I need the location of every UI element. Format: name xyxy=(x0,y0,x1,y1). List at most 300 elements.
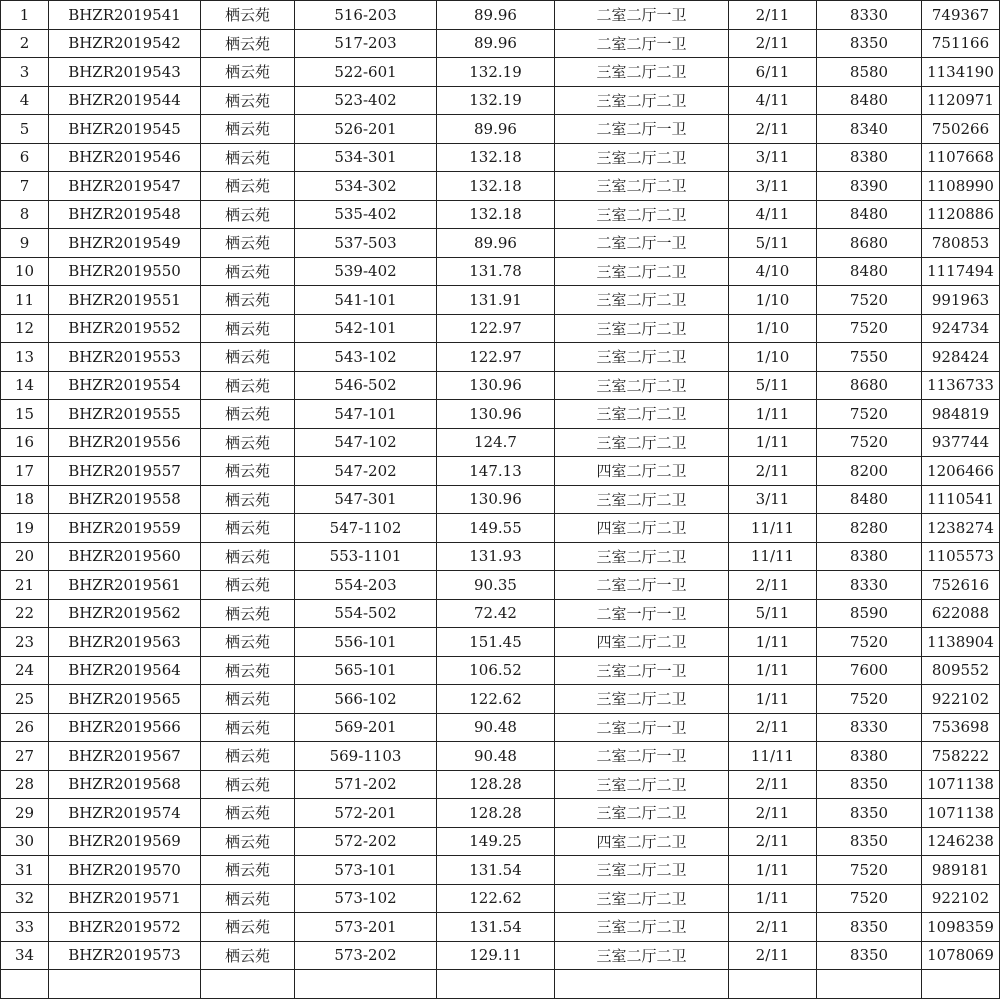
unit-price-cell: 8390 xyxy=(817,172,922,201)
floor-area-cell: 131.93 xyxy=(437,542,555,571)
unit-price-cell: 7520 xyxy=(817,286,922,315)
floor-area-cell: 147.13 xyxy=(437,457,555,486)
table-row xyxy=(1,1,1000,30)
room-layout-cell: 三室二厅二卫 xyxy=(555,913,729,942)
unit-number-cell: 572-201 xyxy=(295,799,437,828)
listing-code-cell: BHZR2019571 xyxy=(49,884,201,913)
floor-area-cell: 132.18 xyxy=(437,172,555,201)
unit-number-cell: 554-203 xyxy=(295,571,437,600)
total-price-cell: 1098359 xyxy=(922,913,1000,942)
listing-code-cell: BHZR2019563 xyxy=(49,628,201,657)
unit-price-cell: 8380 xyxy=(817,143,922,172)
floor-area-cell: 130.96 xyxy=(437,371,555,400)
unit-price-cell: 8480 xyxy=(817,86,922,115)
floor-area-cell: 90.35 xyxy=(437,571,555,600)
row-number-cell: 15 xyxy=(1,400,49,429)
estate-name-cell: 栖云苑 xyxy=(201,742,295,771)
room-layout-cell: 三室二厅二卫 xyxy=(555,172,729,201)
floor-area-cell: 128.28 xyxy=(437,799,555,828)
row-number-cell: 12 xyxy=(1,314,49,343)
room-layout-cell: 三室二厅二卫 xyxy=(555,86,729,115)
total-price-cell: 984819 xyxy=(922,400,1000,429)
estate-name-cell: 栖云苑 xyxy=(201,58,295,87)
room-layout-cell: 三室二厅二卫 xyxy=(555,799,729,828)
total-price-cell: 622088 xyxy=(922,599,1000,628)
table-row xyxy=(1,713,1000,742)
table-row xyxy=(1,257,1000,286)
room-layout-cell: 三室二厅二卫 xyxy=(555,58,729,87)
listing-code-cell: BHZR2019546 xyxy=(49,143,201,172)
floor-level-cell: 2/11 xyxy=(729,571,817,600)
floor-area-cell: 90.48 xyxy=(437,713,555,742)
empty-cell xyxy=(729,970,817,999)
row-number-cell: 7 xyxy=(1,172,49,201)
floor-area-cell: 106.52 xyxy=(437,656,555,685)
table-row xyxy=(1,742,1000,771)
estate-name-cell: 栖云苑 xyxy=(201,856,295,885)
total-price-cell: 750266 xyxy=(922,115,1000,144)
listing-code-cell: BHZR2019555 xyxy=(49,400,201,429)
floor-level-cell: 2/11 xyxy=(729,457,817,486)
row-number-cell: 11 xyxy=(1,286,49,315)
unit-price-cell: 7520 xyxy=(817,628,922,657)
room-layout-cell: 三室二厅二卫 xyxy=(555,343,729,372)
table-row xyxy=(1,799,1000,828)
row-number-cell: 20 xyxy=(1,542,49,571)
floor-level-cell: 4/11 xyxy=(729,200,817,229)
table-row xyxy=(1,571,1000,600)
listing-code-cell: BHZR2019543 xyxy=(49,58,201,87)
table-row xyxy=(1,599,1000,628)
total-price-cell: 1071138 xyxy=(922,770,1000,799)
unit-number-cell: 547-1102 xyxy=(295,514,437,543)
room-layout-cell: 三室二厅二卫 xyxy=(555,371,729,400)
estate-name-cell: 栖云苑 xyxy=(201,371,295,400)
table-row xyxy=(1,86,1000,115)
unit-price-cell: 7520 xyxy=(817,400,922,429)
floor-level-cell: 11/11 xyxy=(729,742,817,771)
estate-name-cell: 栖云苑 xyxy=(201,827,295,856)
estate-name-cell: 栖云苑 xyxy=(201,143,295,172)
row-number-cell: 3 xyxy=(1,58,49,87)
listing-code-cell: BHZR2019567 xyxy=(49,742,201,771)
room-layout-cell: 三室二厅二卫 xyxy=(555,257,729,286)
floor-area-cell: 72.42 xyxy=(437,599,555,628)
room-layout-cell: 二室二厅一卫 xyxy=(555,571,729,600)
estate-name-cell: 栖云苑 xyxy=(201,86,295,115)
floor-level-cell: 2/11 xyxy=(729,770,817,799)
unit-number-cell: 572-202 xyxy=(295,827,437,856)
floor-level-cell: 6/11 xyxy=(729,58,817,87)
listing-code-cell: BHZR2019551 xyxy=(49,286,201,315)
row-number-cell: 18 xyxy=(1,485,49,514)
listing-code-cell: BHZR2019564 xyxy=(49,656,201,685)
listing-code-cell: BHZR2019548 xyxy=(49,200,201,229)
estate-name-cell: 栖云苑 xyxy=(201,343,295,372)
total-price-cell: 1138904 xyxy=(922,628,1000,657)
table-row xyxy=(1,884,1000,913)
row-number-cell: 25 xyxy=(1,685,49,714)
room-layout-cell: 三室二厅二卫 xyxy=(555,856,729,885)
unit-price-cell: 8480 xyxy=(817,485,922,514)
floor-area-cell: 89.96 xyxy=(437,115,555,144)
floor-level-cell: 2/11 xyxy=(729,115,817,144)
listing-code-cell: BHZR2019544 xyxy=(49,86,201,115)
floor-level-cell: 4/10 xyxy=(729,257,817,286)
unit-number-cell: 571-202 xyxy=(295,770,437,799)
table-row xyxy=(1,143,1000,172)
row-number-cell: 6 xyxy=(1,143,49,172)
unit-number-cell: 554-502 xyxy=(295,599,437,628)
unit-number-cell: 547-102 xyxy=(295,428,437,457)
total-price-cell: 1238274 xyxy=(922,514,1000,543)
row-number-cell: 8 xyxy=(1,200,49,229)
room-layout-cell: 四室二厅二卫 xyxy=(555,827,729,856)
unit-number-cell: 573-102 xyxy=(295,884,437,913)
table-row xyxy=(1,314,1000,343)
room-layout-cell: 二室二厅一卫 xyxy=(555,742,729,771)
listing-code-cell: BHZR2019573 xyxy=(49,941,201,970)
listing-code-cell: BHZR2019572 xyxy=(49,913,201,942)
listing-code-cell: BHZR2019574 xyxy=(49,799,201,828)
row-number-cell: 17 xyxy=(1,457,49,486)
floor-area-cell: 129.11 xyxy=(437,941,555,970)
unit-number-cell: 542-101 xyxy=(295,314,437,343)
floor-level-cell: 1/11 xyxy=(729,856,817,885)
table-row xyxy=(1,856,1000,885)
empty-cell xyxy=(201,970,295,999)
unit-number-cell: 522-601 xyxy=(295,58,437,87)
room-layout-cell: 三室二厅二卫 xyxy=(555,314,729,343)
estate-name-cell: 栖云苑 xyxy=(201,628,295,657)
estate-name-cell: 栖云苑 xyxy=(201,428,295,457)
unit-price-cell: 8580 xyxy=(817,58,922,87)
estate-name-cell: 栖云苑 xyxy=(201,913,295,942)
total-price-cell: 922102 xyxy=(922,884,1000,913)
room-layout-cell: 三室二厅一卫 xyxy=(555,656,729,685)
room-layout-cell: 三室二厅二卫 xyxy=(555,400,729,429)
floor-level-cell: 11/11 xyxy=(729,542,817,571)
floor-level-cell: 1/11 xyxy=(729,628,817,657)
row-number-cell: 24 xyxy=(1,656,49,685)
estate-name-cell: 栖云苑 xyxy=(201,656,295,685)
row-number-cell: 26 xyxy=(1,713,49,742)
row-number-cell: 32 xyxy=(1,884,49,913)
table-row xyxy=(1,286,1000,315)
room-layout-cell: 四室二厅二卫 xyxy=(555,457,729,486)
unit-number-cell: 569-1103 xyxy=(295,742,437,771)
table-row xyxy=(1,457,1000,486)
listing-code-cell: BHZR2019545 xyxy=(49,115,201,144)
total-price-cell: 753698 xyxy=(922,713,1000,742)
listing-code-cell: BHZR2019568 xyxy=(49,770,201,799)
estate-name-cell: 栖云苑 xyxy=(201,884,295,913)
unit-price-cell: 8340 xyxy=(817,115,922,144)
room-layout-cell: 三室二厅二卫 xyxy=(555,685,729,714)
total-price-cell: 1078069 xyxy=(922,941,1000,970)
total-price-cell: 924734 xyxy=(922,314,1000,343)
floor-area-cell: 122.97 xyxy=(437,314,555,343)
unit-price-cell: 8350 xyxy=(817,770,922,799)
floor-level-cell: 1/11 xyxy=(729,428,817,457)
floor-area-cell: 132.18 xyxy=(437,200,555,229)
floor-level-cell: 5/11 xyxy=(729,229,817,258)
floor-area-cell: 131.54 xyxy=(437,913,555,942)
floor-area-cell: 132.19 xyxy=(437,86,555,115)
total-price-cell: 1136733 xyxy=(922,371,1000,400)
unit-price-cell: 8330 xyxy=(817,1,922,30)
floor-area-cell: 89.96 xyxy=(437,1,555,30)
empty-cell xyxy=(555,970,729,999)
estate-name-cell: 栖云苑 xyxy=(201,200,295,229)
listing-code-cell: BHZR2019553 xyxy=(49,343,201,372)
floor-area-cell: 122.62 xyxy=(437,884,555,913)
floor-level-cell: 3/11 xyxy=(729,172,817,201)
table-row xyxy=(1,542,1000,571)
empty-cell xyxy=(49,970,201,999)
listing-code-cell: BHZR2019570 xyxy=(49,856,201,885)
listing-code-cell: BHZR2019554 xyxy=(49,371,201,400)
estate-name-cell: 栖云苑 xyxy=(201,286,295,315)
floor-level-cell: 1/10 xyxy=(729,286,817,315)
unit-price-cell: 8330 xyxy=(817,571,922,600)
floor-area-cell: 122.62 xyxy=(437,685,555,714)
estate-name-cell: 栖云苑 xyxy=(201,571,295,600)
unit-number-cell: 547-301 xyxy=(295,485,437,514)
empty-cell xyxy=(295,970,437,999)
listing-code-cell: BHZR2019558 xyxy=(49,485,201,514)
floor-area-cell: 131.54 xyxy=(437,856,555,885)
floor-area-cell: 132.19 xyxy=(437,58,555,87)
unit-number-cell: 517-203 xyxy=(295,29,437,58)
room-layout-cell: 二室二厅一卫 xyxy=(555,29,729,58)
listing-code-cell: BHZR2019569 xyxy=(49,827,201,856)
total-price-cell: 1105573 xyxy=(922,542,1000,571)
empty-cell xyxy=(817,970,922,999)
floor-level-cell: 3/11 xyxy=(729,143,817,172)
floor-area-cell: 130.96 xyxy=(437,485,555,514)
unit-price-cell: 7520 xyxy=(817,314,922,343)
room-layout-cell: 四室二厅二卫 xyxy=(555,628,729,657)
room-layout-cell: 三室二厅二卫 xyxy=(555,286,729,315)
unit-price-cell: 8480 xyxy=(817,200,922,229)
unit-price-cell: 7520 xyxy=(817,685,922,714)
floor-level-cell: 2/11 xyxy=(729,913,817,942)
row-number-cell: 14 xyxy=(1,371,49,400)
empty-cell xyxy=(1,970,49,999)
room-layout-cell: 三室二厅二卫 xyxy=(555,200,729,229)
floor-area-cell: 124.7 xyxy=(437,428,555,457)
total-price-cell: 1071138 xyxy=(922,799,1000,828)
unit-number-cell: 523-402 xyxy=(295,86,437,115)
row-number-cell: 34 xyxy=(1,941,49,970)
unit-number-cell: 569-201 xyxy=(295,713,437,742)
listing-code-cell: BHZR2019556 xyxy=(49,428,201,457)
unit-price-cell: 8380 xyxy=(817,742,922,771)
total-price-cell: 991963 xyxy=(922,286,1000,315)
room-layout-cell: 二室二厅一卫 xyxy=(555,713,729,742)
table-row xyxy=(1,400,1000,429)
floor-area-cell: 130.96 xyxy=(437,400,555,429)
total-price-cell: 928424 xyxy=(922,343,1000,372)
total-price-cell: 780853 xyxy=(922,229,1000,258)
listing-code-cell: BHZR2019549 xyxy=(49,229,201,258)
unit-number-cell: 516-203 xyxy=(295,1,437,30)
floor-level-cell: 2/11 xyxy=(729,941,817,970)
room-layout-cell: 二室一厅一卫 xyxy=(555,599,729,628)
total-price-cell: 1206466 xyxy=(922,457,1000,486)
row-number-cell: 1 xyxy=(1,1,49,30)
unit-number-cell: 546-502 xyxy=(295,371,437,400)
estate-name-cell: 栖云苑 xyxy=(201,713,295,742)
table-row xyxy=(1,913,1000,942)
estate-name-cell: 栖云苑 xyxy=(201,172,295,201)
room-layout-cell: 三室二厅二卫 xyxy=(555,770,729,799)
estate-name-cell: 栖云苑 xyxy=(201,685,295,714)
total-price-cell: 989181 xyxy=(922,856,1000,885)
unit-price-cell: 7600 xyxy=(817,656,922,685)
listing-code-cell: BHZR2019541 xyxy=(49,1,201,30)
listing-code-cell: BHZR2019559 xyxy=(49,514,201,543)
table-row xyxy=(1,656,1000,685)
total-price-cell: 1120971 xyxy=(922,86,1000,115)
room-layout-cell: 三室二厅二卫 xyxy=(555,428,729,457)
listing-code-cell: BHZR2019561 xyxy=(49,571,201,600)
floor-level-cell: 11/11 xyxy=(729,514,817,543)
total-price-cell: 1107668 xyxy=(922,143,1000,172)
table-row xyxy=(1,485,1000,514)
table-row xyxy=(1,172,1000,201)
unit-price-cell: 8280 xyxy=(817,514,922,543)
table-row xyxy=(1,229,1000,258)
table-row xyxy=(1,941,1000,970)
floor-level-cell: 2/11 xyxy=(729,827,817,856)
floor-level-cell: 2/11 xyxy=(729,1,817,30)
row-number-cell: 5 xyxy=(1,115,49,144)
floor-level-cell: 1/11 xyxy=(729,656,817,685)
total-price-cell: 751166 xyxy=(922,29,1000,58)
total-price-cell: 1134190 xyxy=(922,58,1000,87)
unit-number-cell: 539-402 xyxy=(295,257,437,286)
table-body xyxy=(1,1,1000,999)
floor-area-cell: 89.96 xyxy=(437,229,555,258)
floor-area-cell: 131.78 xyxy=(437,257,555,286)
estate-name-cell: 栖云苑 xyxy=(201,400,295,429)
total-price-cell: 758222 xyxy=(922,742,1000,771)
row-number-cell: 13 xyxy=(1,343,49,372)
estate-name-cell: 栖云苑 xyxy=(201,770,295,799)
room-layout-cell: 二室二厅一卫 xyxy=(555,115,729,144)
listing-code-cell: BHZR2019560 xyxy=(49,542,201,571)
row-number-cell: 30 xyxy=(1,827,49,856)
floor-area-cell: 89.96 xyxy=(437,29,555,58)
floor-level-cell: 1/10 xyxy=(729,314,817,343)
estate-name-cell: 栖云苑 xyxy=(201,1,295,30)
unit-number-cell: 573-201 xyxy=(295,913,437,942)
estate-name-cell: 栖云苑 xyxy=(201,257,295,286)
unit-price-cell: 8480 xyxy=(817,257,922,286)
table-row xyxy=(1,58,1000,87)
unit-price-cell: 8200 xyxy=(817,457,922,486)
room-layout-cell: 三室二厅二卫 xyxy=(555,884,729,913)
unit-price-cell: 8680 xyxy=(817,371,922,400)
unit-number-cell: 534-302 xyxy=(295,172,437,201)
unit-number-cell: 565-101 xyxy=(295,656,437,685)
unit-number-cell: 573-202 xyxy=(295,941,437,970)
unit-number-cell: 553-1101 xyxy=(295,542,437,571)
listing-code-cell: BHZR2019542 xyxy=(49,29,201,58)
total-price-cell: 749367 xyxy=(922,1,1000,30)
row-number-cell: 4 xyxy=(1,86,49,115)
listing-code-cell: BHZR2019562 xyxy=(49,599,201,628)
listing-code-cell: BHZR2019557 xyxy=(49,457,201,486)
estate-name-cell: 栖云苑 xyxy=(201,599,295,628)
floor-area-cell: 122.97 xyxy=(437,343,555,372)
table-row xyxy=(1,827,1000,856)
total-price-cell: 752616 xyxy=(922,571,1000,600)
total-price-cell: 809552 xyxy=(922,656,1000,685)
floor-level-cell: 5/11 xyxy=(729,599,817,628)
table-row-partial xyxy=(1,970,1000,999)
estate-name-cell: 栖云苑 xyxy=(201,229,295,258)
unit-price-cell: 8350 xyxy=(817,29,922,58)
table-row xyxy=(1,115,1000,144)
estate-name-cell: 栖云苑 xyxy=(201,314,295,343)
estate-name-cell: 栖云苑 xyxy=(201,514,295,543)
unit-price-cell: 8380 xyxy=(817,542,922,571)
row-number-cell: 19 xyxy=(1,514,49,543)
row-number-cell: 29 xyxy=(1,799,49,828)
unit-number-cell: 547-202 xyxy=(295,457,437,486)
total-price-cell: 1120886 xyxy=(922,200,1000,229)
row-number-cell: 10 xyxy=(1,257,49,286)
floor-area-cell: 132.18 xyxy=(437,143,555,172)
unit-number-cell: 537-503 xyxy=(295,229,437,258)
table-row xyxy=(1,770,1000,799)
unit-price-cell: 7520 xyxy=(817,428,922,457)
table-row xyxy=(1,628,1000,657)
total-price-cell: 1117494 xyxy=(922,257,1000,286)
unit-number-cell: 534-301 xyxy=(295,143,437,172)
row-number-cell: 9 xyxy=(1,229,49,258)
estate-name-cell: 栖云苑 xyxy=(201,799,295,828)
floor-level-cell: 1/10 xyxy=(729,343,817,372)
row-number-cell: 33 xyxy=(1,913,49,942)
table-row xyxy=(1,343,1000,372)
floor-level-cell: 1/11 xyxy=(729,685,817,714)
floor-level-cell: 2/11 xyxy=(729,29,817,58)
listing-code-cell: BHZR2019550 xyxy=(49,257,201,286)
floor-level-cell: 3/11 xyxy=(729,485,817,514)
floor-level-cell: 2/11 xyxy=(729,713,817,742)
empty-cell xyxy=(922,970,1000,999)
empty-cell xyxy=(437,970,555,999)
unit-price-cell: 7520 xyxy=(817,856,922,885)
unit-number-cell: 556-101 xyxy=(295,628,437,657)
unit-price-cell: 8350 xyxy=(817,913,922,942)
room-layout-cell: 三室二厅二卫 xyxy=(555,542,729,571)
floor-area-cell: 131.91 xyxy=(437,286,555,315)
row-number-cell: 28 xyxy=(1,770,49,799)
room-layout-cell: 二室二厅一卫 xyxy=(555,229,729,258)
listing-code-cell: BHZR2019565 xyxy=(49,685,201,714)
estate-name-cell: 栖云苑 xyxy=(201,542,295,571)
row-number-cell: 23 xyxy=(1,628,49,657)
unit-price-cell: 7520 xyxy=(817,884,922,913)
estate-name-cell: 栖云苑 xyxy=(201,485,295,514)
total-price-cell: 937744 xyxy=(922,428,1000,457)
row-number-cell: 22 xyxy=(1,599,49,628)
